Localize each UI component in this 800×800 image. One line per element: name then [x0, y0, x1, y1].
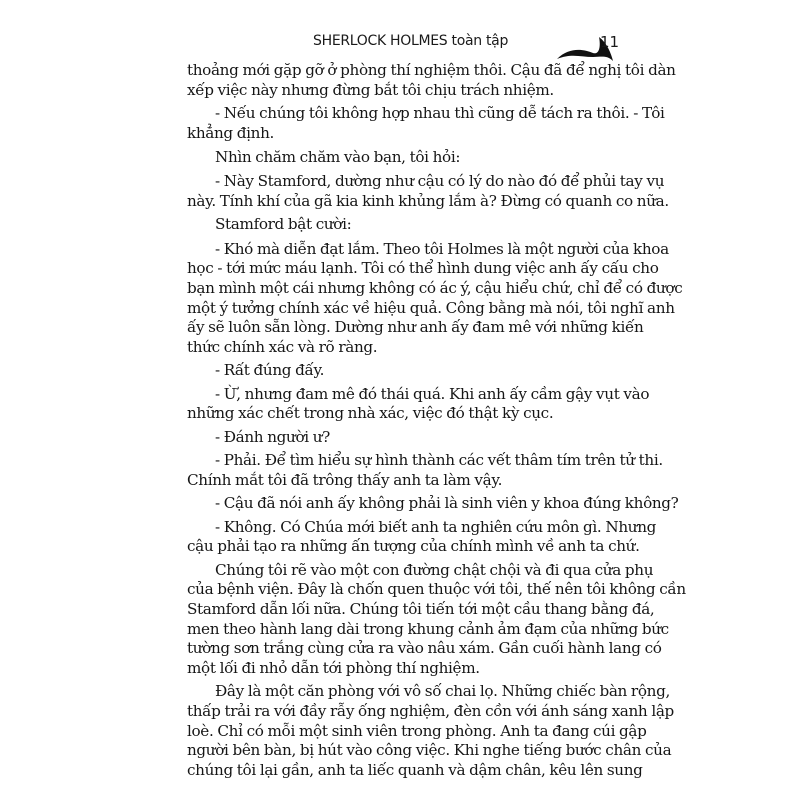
- text-line: Đây là một căn phòng với vô số chai lọ. Những chiếc bàn rộng,: [215, 682, 670, 701]
- text-line: bạn mình một cái nhưng không có ác ý, cậu hiểu chứ, chỉ để có được: [187, 279, 683, 298]
- text-line: Stamford bật cười:: [215, 215, 352, 234]
- text-line: - Phải. Để tìm hiểu sự hình thành các vết thâm tím trên tử thi.: [215, 451, 663, 470]
- text-line: thấp trải ra với đầy rẫy ống nghiệm, đèn cồn với ánh sáng xanh lập: [187, 702, 674, 721]
- text-line: Chính mắt tôi đã trông thấy anh ta làm vậy.: [187, 470, 503, 489]
- text-line: Chúng tôi rẽ vào một con đường chật chội và đi qua cửa phụ: [215, 560, 654, 579]
- text-line: - Cậu đã nói anh ấy không phải là sinh viên y khoa đúng không?: [215, 494, 679, 513]
- text-line: của bệnh viện. Đây là chốn quen thuộc với tôi, thế nên tôi không cần: [187, 580, 686, 599]
- text-line: chúng tôi lại gần, anh ta liếc quanh và dậm chân, kêu lên sung: [187, 761, 643, 779]
- text-line: loè. Chỉ có mỗi một sinh viên trong phòng. Anh ta đang cúi gập: [187, 721, 647, 740]
- text-line: - Ừ, nhưng đam mê đó thái quá. Khi anh ấy cầm gậy vụt vào: [215, 384, 650, 403]
- text-line: tường sơn trắng cùng cửa ra vào nâu xám. Gần cuối hành lang có: [187, 639, 662, 658]
- text-line: những xác chết trong nhà xác, việc đó thật kỳ cục.: [187, 404, 554, 423]
- text-line: - Không. Có Chúa mới biết anh ta nghiên cứu môn gì. Nhưng: [215, 517, 656, 536]
- text-line: một ý tưởng chính xác về hiệu quả. Công bằng mà nói, tôi nghĩ anh: [187, 298, 675, 317]
- text-line: men theo hành lang dài trong khung cảnh ảm đạm của những bức: [187, 619, 669, 638]
- text-line: - Khó mà diễn đạt lắm. Theo tôi Holmes là một người của khoa: [215, 239, 669, 258]
- text-line: Stamford dẫn lối nữa. Chúng tôi tiến tới một cầu thang bằng đá,: [187, 600, 655, 619]
- text-line: - Đánh người ư?: [215, 427, 330, 446]
- text-line: cậu phải tạo ra những ấn tượng của chính mình về anh ta chứ.: [187, 537, 640, 556]
- page-number: 11: [600, 33, 620, 51]
- text-line: người bên bàn, bị hút vào công việc. Khi nghe tiếng bước chân của: [187, 741, 672, 760]
- text-line: thức chính xác và rõ ràng.: [187, 338, 378, 356]
- text-line: - Rất đúng đấy.: [215, 361, 325, 380]
- text-line: học - tới mức máu lạnh. Tôi có thể hình dung việc anh ấy cấu cho: [187, 259, 659, 278]
- text-line: một lối đi nhỏ dẫn tới phòng thí nghiệm.: [187, 658, 480, 677]
- text-line: xếp việc này nhưng đừng bắt tôi chịu trách nhiệm.: [187, 80, 554, 99]
- running-title: SHERLOCK HOLMES toàn tập: [313, 33, 509, 49]
- text-line: Nhìn chăm chăm vào bạn, tôi hỏi:: [215, 148, 461, 167]
- text-line: - Này Stamford, dường như cậu có lý do nào đó để phủi tay vụ: [215, 172, 665, 191]
- text-line: này. Tính khí của gã kia kinh khủng lắm à? Đừng có quanh co nữa.: [187, 192, 669, 211]
- text-line: - Nếu chúng tôi không hợp nhau thì cũng dễ tách ra thôi. - Tôi: [215, 104, 665, 123]
- text-line: ấy sẽ luôn sẵn lòng. Dường như anh ấy đam mê với những kiến: [187, 318, 644, 337]
- text-line: thoảng mới gặp gỡ ở phòng thí nghiệm thôi. Cậu đã để nghị tôi dàn: [187, 61, 676, 79]
- text-line: khẳng định.: [187, 123, 274, 142]
